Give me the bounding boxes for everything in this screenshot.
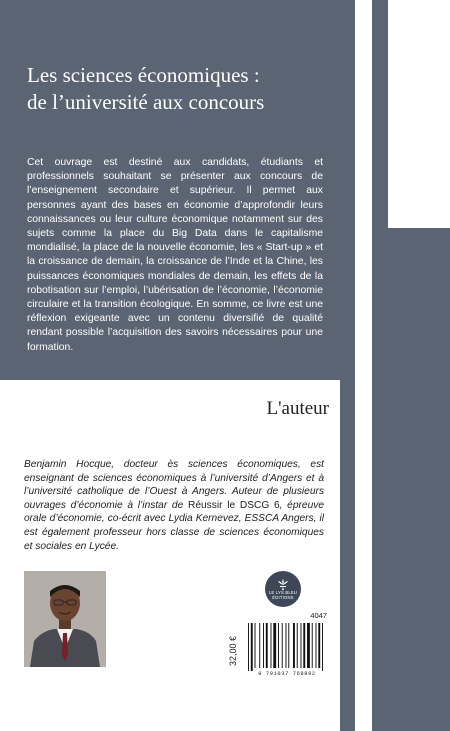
barcode-bar (293, 623, 295, 668)
spine-white-stripe (355, 0, 372, 731)
barcode-bar (318, 623, 320, 668)
price-label (222, 622, 244, 680)
isbn-number: 9 791037 769892 (258, 671, 316, 677)
price-text: 32,00 € (228, 635, 238, 667)
barcode-bar (312, 623, 313, 668)
barcode-bar (259, 623, 260, 668)
barcode-bar (301, 623, 302, 668)
barcode-bar (273, 623, 276, 668)
publisher-logo-name: LE LYS BLEU (268, 589, 298, 595)
author-bio-part1: Benjamin Hocque, docteur ès sciences économiques, est enseignant de sciences économiques à l’université d’Angers et à l’université catholique de l’Ouest à Angers. Auteur de plusieurs ouvrages d’économie à l’instar de (24, 459, 324, 511)
author-portrait-illustration (24, 571, 106, 667)
isbn-barcode (245, 621, 327, 681)
barcode-bar (322, 623, 323, 671)
barcode-bar (255, 623, 256, 668)
barcode-bar (297, 623, 298, 668)
barcode-bar (316, 623, 317, 668)
book-title-line1: Les sciences économiques : (27, 63, 260, 87)
author-photo (24, 571, 106, 667)
spine-dark-stripe (372, 0, 388, 731)
barcode-bars (245, 621, 327, 671)
barcode-bar (248, 623, 249, 671)
book-title-line2: de l’université aux concours (27, 90, 265, 114)
author-heading: L'auteur (266, 398, 329, 419)
barcode-bar (288, 623, 289, 668)
author-bio-part2: , épreuve orale d’économie (24, 499, 324, 525)
lily-icon (277, 579, 289, 590)
author-bio-part3: , co-écrit avec Lydia Kernevez, ESSCA Angers, il est également professeur hors classe de sciences économiques et sociales en Lycée. (24, 513, 324, 552)
barcode-bar (251, 623, 253, 671)
book-title (27, 62, 327, 116)
barcode-bar (266, 623, 268, 668)
barcode-bar (282, 623, 283, 668)
product-code: 4047 (310, 611, 327, 620)
barcode-bar (286, 623, 287, 668)
barcode-bar (263, 623, 264, 668)
author-bio (24, 458, 324, 553)
publisher-logo (265, 571, 301, 607)
barcode-bar (278, 623, 279, 668)
barcode-bar (303, 623, 305, 668)
barcode-bar (307, 623, 310, 668)
book-description: Cet ouvrage est destiné aux candidats, étudiants et professionnels souhaitant se présenter aux concours de l’enseignement secondaire et supérieur. Il permet aux personnes ayant des bases en économie d’approfondir leurs connaissances ou leur culture économique notamment sur des sujets comme la place du Big Data dans le capitalisme mondialisé, la place de la nouvelle économie, les « Start-up » et la croissance de demain, la croissance de l’Inde et la Chine, les puissances économiques mondiales de demain, les effets de la robotisation sur l’emploi, l’ubérisation de l’économie, l’économie circulaire et la transition écologique. En somme, ce livre est une réflexion exigeante avec un contenu diversifié de qualité rendant possible l’acquisition des savoirs nécessaires pour une formation. (27, 157, 323, 353)
front-cover-lower-edge (388, 228, 450, 731)
author-bio-book-title: Réussir le DSCG 6 (187, 499, 280, 511)
publisher-logo-subtitle: ÉDITIONS (272, 594, 294, 600)
barcode-bar (271, 623, 272, 668)
